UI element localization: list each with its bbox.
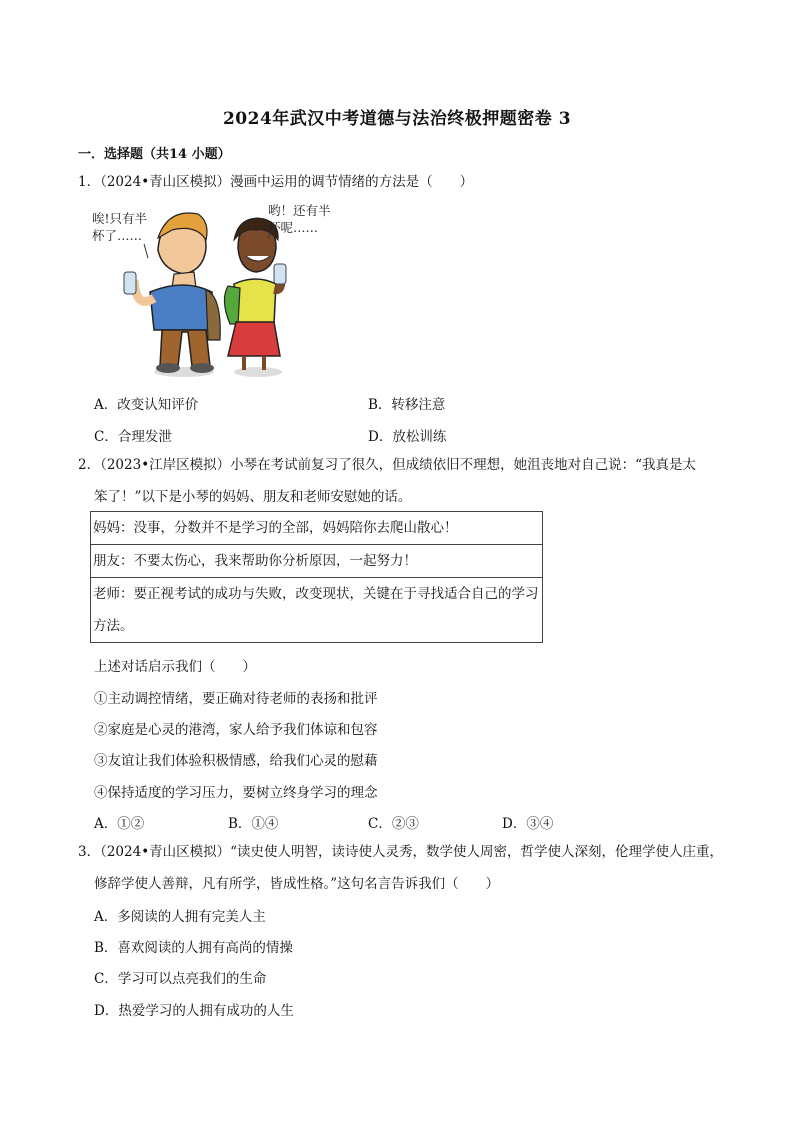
speech-right-line-1: 哟！还有半 [268, 203, 331, 218]
q3-stem-line-2: 修辞学使人善辩，凡有所学，皆成性格。”这句名言告诉我们（ ） [94, 876, 500, 892]
question-3-stem [78, 836, 728, 900]
q2-option-b[interactable]: B．①④ [228, 816, 279, 832]
dialog-friend: 朋友：不要太伤心，我来帮助你分析原因，一起努力！ [91, 545, 543, 578]
q2-stem-line-2: 笨了！”以下是小琴的妈妈、朋友和老师安慰她的话。 [94, 489, 412, 505]
q2-item-1: ①主动调控情绪，要正确对待老师的表扬和批评 [94, 691, 378, 707]
table-row [91, 578, 543, 643]
q2-option-c[interactable]: C．②③ [368, 816, 419, 832]
q3-stem-line-1: 3．（2024•青山区模拟）“读史使人明智，读诗使人灵秀，数学使人周密，哲学使人深刻，伦理学使人庄重， [78, 844, 724, 860]
question-2-stem [78, 449, 728, 513]
q1-option-a[interactable]: A．改变认知评价 [94, 397, 199, 413]
q1-option-d[interactable]: D．放松训练 [368, 429, 447, 445]
dialog-teacher: 老师：要正视考试的成功与失败，改变现状，关键在于寻找适合自己的学习方法。 [91, 578, 543, 643]
speech-bubble-right [268, 202, 331, 236]
q3-option-d[interactable]: D．热爱学习的人拥有成功的人生 [94, 1003, 294, 1019]
cartoon-illustration [88, 200, 348, 380]
q2-option-d[interactable]: D．③④ [502, 816, 554, 832]
q3-option-c[interactable]: C．学习可以点亮我们的生命 [94, 971, 267, 987]
q2-prompt: 上述对话启示我们（ ） [94, 659, 256, 675]
q1-option-c[interactable]: C．合理发泄 [94, 429, 172, 445]
q1-option-b[interactable]: B．转移注意 [368, 397, 446, 413]
q2-option-a[interactable]: A．①② [94, 816, 145, 832]
q2-item-3: ③友谊让我们体验积极情感，给我们心灵的慰藉 [94, 753, 378, 769]
page-title: 2024年武汉中考道德与法治终极押题密卷 3 [222, 109, 572, 129]
table-row [91, 545, 543, 578]
speech-bubble-left [92, 210, 147, 244]
table-row [91, 512, 543, 545]
q3-option-a[interactable]: A．多阅读的人拥有完美人主 [94, 909, 266, 925]
dialog-table [90, 511, 543, 643]
q2-item-2: ②家庭是心灵的港湾，家人给予我们体谅和包容 [94, 722, 378, 738]
q2-item-4: ④保持适度的学习压力，要树立终身学习的理念 [94, 785, 378, 801]
speech-left-line-2: 杯了…… [92, 228, 143, 243]
speech-left-line-1: 唉!只有半 [92, 211, 148, 226]
question-1-stem: 1．（2024•青山区模拟）漫画中运用的调节情绪的方法是（ ） [78, 174, 474, 190]
section-heading: 一．选择题（共14 小题） [78, 147, 231, 162]
q2-stem-line-1: 2．（2023•江岸区模拟）小琴在考试前复习了很久，但成绩依旧不理想，她沮丧地对自己说：“我真是太 [78, 457, 697, 473]
q3-option-b[interactable]: B．喜欢阅读的人拥有高尚的情操 [94, 940, 293, 956]
dialog-mom: 妈妈：没事，分数并不是学习的全部，妈妈陪你去爬山散心！ [91, 512, 543, 545]
speech-right-line-2: 杯呢…… [268, 220, 319, 235]
